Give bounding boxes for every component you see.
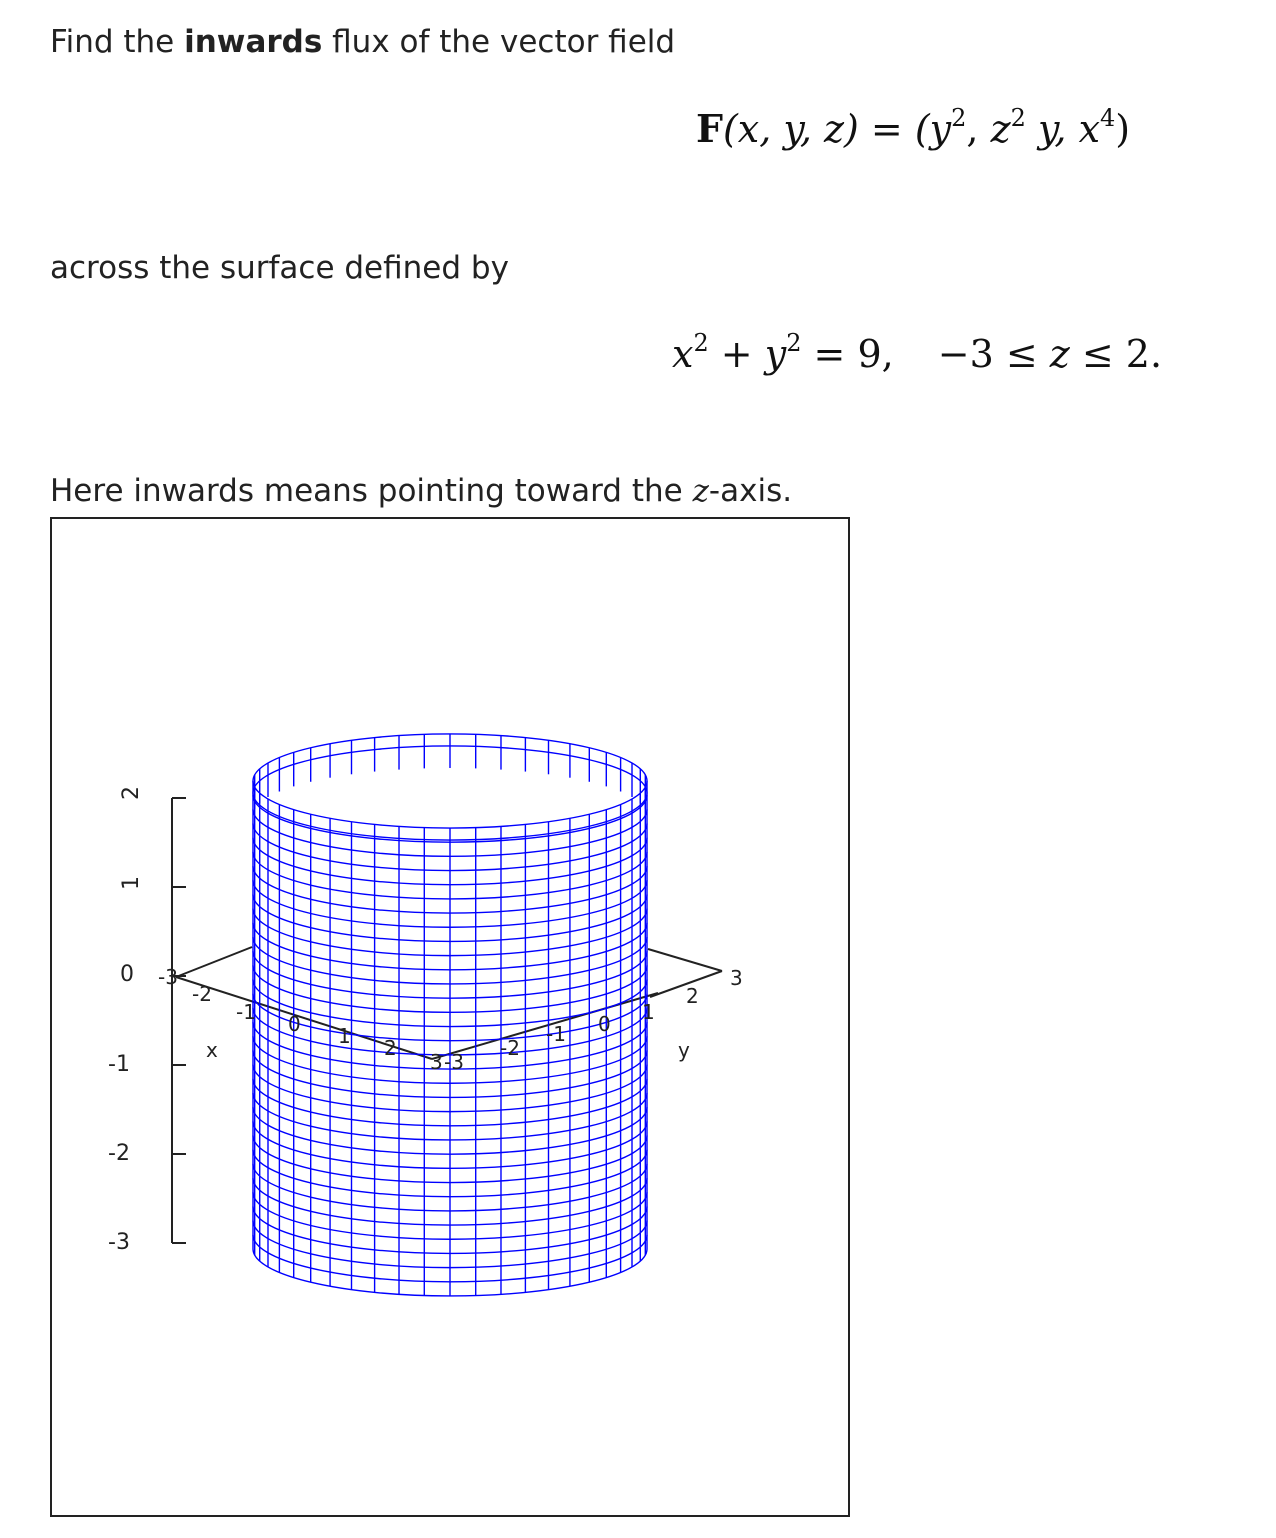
component-1-base: y — [929, 107, 952, 151]
z-tick-0: 0 — [120, 962, 134, 987]
y-axis-tick-labels — [444, 966, 743, 1074]
y-axis-label: y — [678, 1038, 690, 1062]
x-tick-minus1: -1 — [236, 1000, 256, 1024]
intro-text — [50, 24, 675, 60]
note-z-var: z — [692, 473, 709, 509]
surface-equals: = 9, — [801, 332, 894, 376]
cylinder-plot — [50, 517, 850, 1517]
y-tick-0: 0 — [598, 1012, 611, 1036]
intro-suffix: flux of the vector field — [322, 24, 676, 60]
x-tick-0: 0 — [288, 1012, 301, 1036]
surface-plus: + — [708, 332, 765, 376]
surface-x-base: x — [672, 332, 694, 376]
component-3-exp: 4 — [1100, 104, 1116, 132]
field-symbol: F — [696, 106, 723, 151]
component-2-base: z — [990, 107, 1011, 151]
z-tick-labels — [108, 786, 144, 1255]
range-left: −3 ≤ — [937, 332, 1050, 376]
x-tick-minus2: -2 — [192, 982, 212, 1006]
surface-intro-text: across the surface defined by — [50, 250, 509, 286]
y-tick-3: 3 — [730, 966, 743, 990]
surface-y-exp: 2 — [786, 329, 802, 357]
y-tick-minus1: -1 — [546, 1022, 566, 1046]
z-tick-1: 1 — [119, 876, 144, 890]
cylinder-plot-svg — [52, 519, 848, 1515]
component-2-tail: y, — [1025, 107, 1079, 151]
z-axis — [172, 798, 186, 1243]
component-1-exp: 2 — [951, 104, 967, 132]
range-right: ≤ 2. — [1069, 332, 1163, 376]
cylinder-surface — [253, 734, 647, 1296]
x-axis-label: x — [206, 1038, 218, 1062]
field-args: (x, y, z) = ( — [722, 107, 930, 151]
y-tick-2: 2 — [686, 984, 699, 1008]
y-tick-minus3: -3 — [444, 1050, 464, 1074]
y-tick-minus2: -2 — [500, 1036, 520, 1060]
inwards-note — [50, 473, 792, 509]
z-tick-minus2: -2 — [108, 1141, 130, 1166]
z-tick-minus1: -1 — [108, 1052, 130, 1077]
intro-prefix: Find the — [50, 24, 185, 60]
note-suffix: -axis. — [708, 473, 793, 509]
note-prefix: Here inwards means pointing toward the — [50, 473, 693, 509]
range-z: z — [1049, 332, 1070, 376]
component-3-base: x — [1078, 107, 1100, 151]
surface-equation — [672, 329, 1163, 376]
x-tick-1: 1 — [338, 1024, 351, 1048]
x-tick-3: 3 — [430, 1050, 443, 1074]
x-tick-2: 2 — [384, 1036, 397, 1060]
y-tick-1: 1 — [642, 1000, 655, 1024]
surface-x-exp: 2 — [693, 329, 709, 357]
vector-field-equation: F(x, y, $z) = (y^2$, $z^2$ y, $x^4$) — [696, 104, 1131, 151]
component-2-exp: 2 — [1010, 104, 1026, 132]
surface-y-base: y — [764, 332, 787, 376]
field-close-paren: ) — [1115, 107, 1131, 151]
z-tick-2: 2 — [119, 786, 144, 800]
intro-bold-word: inwards — [184, 24, 323, 60]
x-tick-minus3: -3 — [158, 965, 178, 989]
z-tick-minus3: -3 — [108, 1230, 130, 1255]
